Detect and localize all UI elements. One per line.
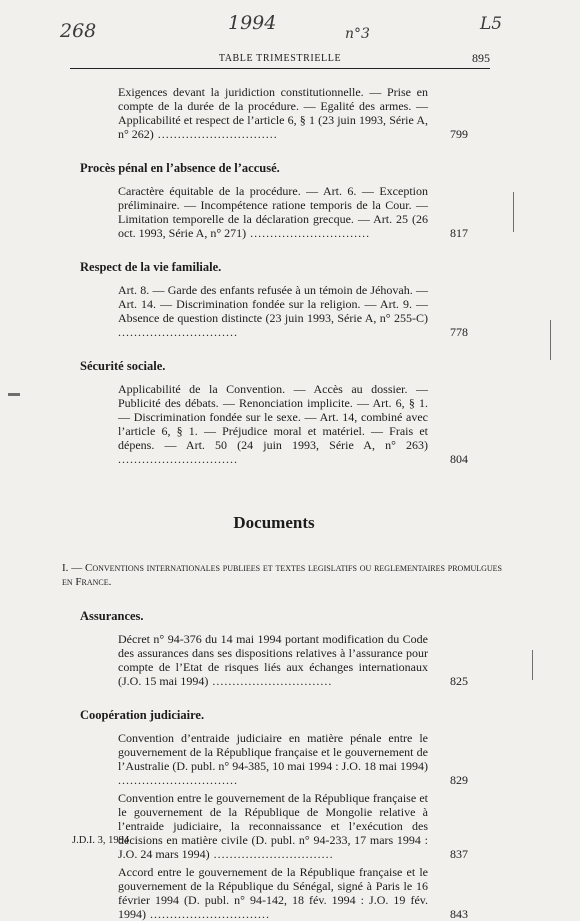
running-title: TABLE TRIMESTRIELLE bbox=[218, 53, 342, 64]
part-heading bbox=[62, 561, 502, 589]
section-heading: Assurances. bbox=[80, 609, 144, 623]
leader-dots: .............................. bbox=[118, 325, 238, 339]
entry-text: Art. 8. — Garde des enfants refusée à un témoin de Jéhovah. — Art. 14. — Discrimination fondée sur la religion. — Art. 9. — Absence de question distincte (23 juin 1993, Série A, n° 255-C) bbox=[118, 283, 428, 325]
section-heading: Coopération judiciaire. bbox=[80, 708, 205, 722]
footer: J.D.I. 3, 1994 bbox=[72, 835, 130, 846]
toc-entry bbox=[80, 382, 468, 466]
handwritten-note: L5 bbox=[480, 14, 503, 34]
section-heading: Respect de la vie familiale. bbox=[80, 260, 222, 274]
toc-entry bbox=[80, 865, 468, 921]
entry-page-number: 778 bbox=[450, 325, 468, 339]
handwritten-note: 268 bbox=[60, 20, 97, 42]
section-heading: Procès pénal en l’absence de l’accusé. bbox=[80, 161, 280, 175]
margin-mark bbox=[550, 320, 551, 360]
part-numeral: I. — bbox=[62, 562, 83, 574]
toc-entry bbox=[80, 184, 468, 240]
toc-entry bbox=[80, 632, 468, 688]
leader-dots: .............................. bbox=[246, 226, 371, 240]
handwritten-note: n°3 bbox=[345, 26, 370, 42]
entry-text: Accord entre le gouvernement de la République française et le gouvernement de la République du Sénégal, signé à Paris le 16 février 1994 (D. publ. n° 94-142, 18 fév. 1994 : J.O. 19 fév. 1994) bbox=[118, 865, 428, 921]
entry-text: Décret n° 94-376 du 14 mai 1994 portant modification du Code des assurances dans ses dispositions relatives à l’assurance pour compte de l’Etat de risques liés aux échanges internationaux (J.O. 15 mai 1994) bbox=[118, 632, 428, 688]
leader-dots: .............................. bbox=[209, 847, 334, 861]
documents-heading: Documents bbox=[233, 513, 315, 532]
entry-text: Convention entre le gouvernement de la République française et le gouvernement de la République de Mongolie relative à l’entraide judiciaire, la reconnaissance et l’exécution des décisions en matière civile (D. publ. n° 94-233, 17 mars 1994 : J.O. 24 mars 1994) bbox=[118, 791, 428, 861]
entry-text: Exigences devant la juridiction constitutionnelle. — Prise en compte de la durée de la procédure. — Egalité des armes. — Applicabilité et respect de l’article 6, § 1 (23 juin 1993, Série A, n° 262) bbox=[118, 85, 428, 141]
entry-page-number: 817 bbox=[450, 226, 468, 240]
entry-text: Caractère équitable de la procédure. — Art. 6. — Exception préliminaire. — Incompétence ratione temporis de la Cour. — Limitation temporelle de la déclaration grecque. — Art. 25 (26 oct. 1993, Série A, n° 271) bbox=[118, 184, 428, 240]
running-header bbox=[70, 50, 490, 69]
leader-dots: .............................. bbox=[146, 907, 270, 921]
document-section-list bbox=[80, 609, 468, 921]
leader-dots: .............................. bbox=[118, 452, 238, 466]
margin-mark bbox=[8, 393, 20, 396]
entry-page-number: 829 bbox=[450, 773, 468, 787]
entry-page-number: 825 bbox=[450, 674, 468, 688]
section-heading: Sécurité sociale. bbox=[80, 359, 166, 373]
margin-mark bbox=[532, 650, 533, 680]
leader-dots: .............................. bbox=[208, 674, 333, 688]
entry-page-number: 804 bbox=[450, 452, 468, 466]
toc-entry bbox=[80, 731, 468, 787]
toc-entry bbox=[80, 85, 468, 141]
entry-text: Applicabilité de la Convention. — Accès au dossier. — Publicité des débats. — Renonciation implicite. — Art. 6, § 1. — Discrimination fondée sur le sexe. — Art. 14, combiné avec l’article 6, § 1. — Préjudice moral et matériel. — Frais et dépens. — Art. 50 (24 juin 1993, Série A, n° 263) bbox=[118, 382, 428, 452]
toc-entry bbox=[80, 791, 468, 861]
entry-page-number: 799 bbox=[450, 127, 468, 141]
page-number: 895 bbox=[472, 51, 490, 65]
part-title: Conventions internationales publiees et textes legislatifs ou reglementaires promulgues en France. bbox=[62, 562, 502, 588]
leader-dots: .............................. bbox=[153, 127, 278, 141]
entry-page-number: 837 bbox=[450, 847, 468, 861]
entry-text: Convention d’entraide judiciaire en matière pénale entre le gouvernement de la République française et le gouvernement de l’Australie (D. publ. n° 94-385, 10 mai 1994 : J.O. 18 mai 1994) bbox=[118, 731, 428, 773]
section-list bbox=[80, 85, 468, 466]
margin-mark bbox=[513, 192, 514, 232]
handwritten-note: 1994 bbox=[228, 12, 277, 34]
entry-page-number: 843 bbox=[450, 907, 468, 921]
table-of-contents bbox=[62, 85, 502, 921]
toc-entry bbox=[80, 283, 468, 339]
leader-dots: .............................. bbox=[118, 773, 238, 787]
